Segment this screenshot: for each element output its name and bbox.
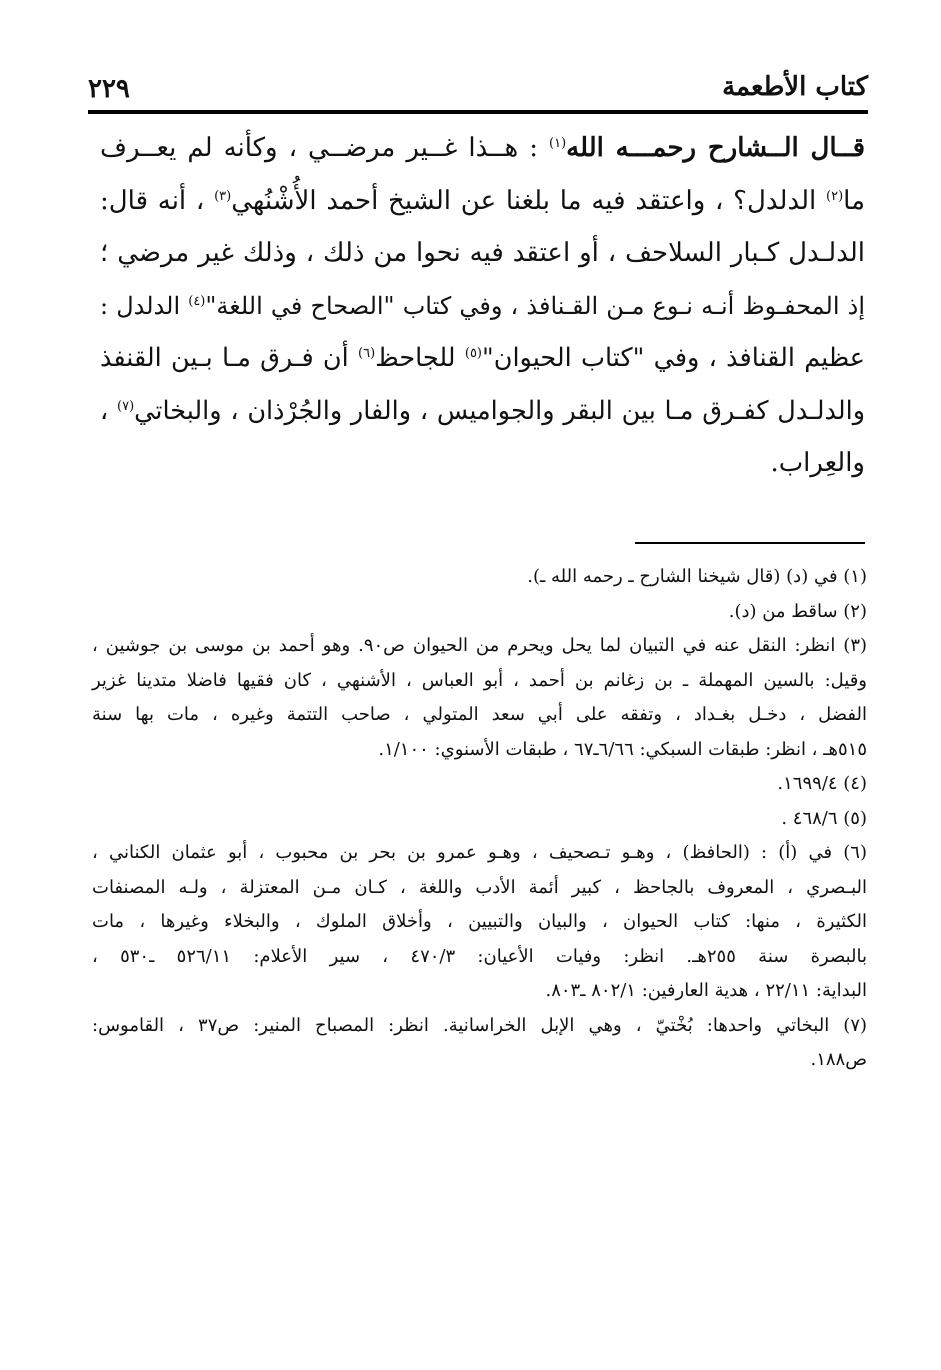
footnote-4: (٤) ١٦٩٩/٤. <box>777 773 867 794</box>
text-span: ما <box>843 185 865 216</box>
running-title: كتاب الأطعمة <box>722 72 868 102</box>
footnote-5: (٥) ٤٦٨/٦ . <box>781 807 867 829</box>
main-line-6 <box>100 385 865 438</box>
footnote-7-line-1: (٧) البخاتي واحدها: بُخْتيّ ، وهي الإبل الخراسانية. انظر: المصباح المنير: ص٣٧ ، القاموس: <box>92 1014 868 1036</box>
page-number: ٢٢٩ <box>88 74 130 104</box>
main-line-4 <box>100 280 865 333</box>
footnote-ref: (١) <box>549 136 567 151</box>
text-span: أن فـرق مـا بـين القنفذ <box>100 343 349 373</box>
text-span: : هــذا غــير مرضــي ، وكأنه لم يعــرف <box>100 133 538 163</box>
footnote-2: (٢) ساقط من (د). <box>728 600 867 622</box>
text-span: للجاحظ <box>375 343 456 373</box>
text-span: ، <box>100 395 109 426</box>
speaker-label: قــال الــشارح رحمـــه الله <box>566 133 866 163</box>
text-span: الدلدل؟ ، واعتقد فيه ما بلغنا عن الشيخ أحمد الأُشْنُهي <box>231 185 817 216</box>
footnote-6-line-5: البداية: ٢٢/١١ ، هدية العارفين: ٨٠٢/١ ـ٨٠٣. <box>545 980 867 1001</box>
footnote-7-line-2: ص١٨٨. <box>810 1049 867 1070</box>
footnote-ref: (٤) <box>188 293 206 309</box>
footnote-ref: (٢) <box>826 188 844 204</box>
footnote-6-line-1: (٦) في (أ) : (الحافظ) ، وهـو تـصحيف ، وهـو عمرو بن بحر بن محبوب ، أبو عثمان الكناني ، <box>92 842 867 863</box>
footnote-ref: (٣) <box>214 188 232 204</box>
footnote-3-line-1: (٣) انظر: النقل عنه في التبيان لما يحل ويحرم من الحيوان ص٩٠. وهو أحمد بن موسى بن جوشين ، <box>92 635 868 656</box>
footnote-ref: (٦) <box>358 346 376 361</box>
main-line-5 <box>100 332 865 385</box>
footnote-3-line-3: الفضل ، دخـل بغـداد ، وتفقه على أبي سعد المتولي ، صاحب التتمة وغيره ، مات بها سنة <box>92 704 867 725</box>
main-line-3: الدلـدل كـبار السلاحف ، أو اعتقد فيه نحوا من ذلك ، وذلك غير مرضي ؛ <box>100 238 865 268</box>
footnote-ref: (٧) <box>117 398 135 414</box>
text-span: ، أنه قال: <box>100 185 205 216</box>
main-line-1 <box>100 122 865 175</box>
text-span: الدلدل : <box>100 291 181 320</box>
footnote-6-line-3: الكثيرة ، منها: كتاب الحيوان ، والبيان والتبيين ، وأخلاق الملوك ، والبخلاء وغيرها ، مات <box>92 911 867 932</box>
page-header <box>88 70 868 106</box>
text-span: عظيم القنافذ ، وفي "كتاب الحيوان" <box>482 343 866 373</box>
header-rule <box>88 110 868 114</box>
footnote-3-line-4: ٥١٥هـ ، انظر: طبقات السبكي: ٦/٦٦ـ٦٧ ، طبقات الأسنوي: ١/١٠٠. <box>378 738 867 760</box>
text-span: إذ المحفـوظ أنـه نـوع مـن القـنافذ ، وفي كتاب "الصحاح في اللغة" <box>205 291 865 320</box>
footnote-separator <box>635 542 865 544</box>
main-line-7: والعِراب. <box>770 448 865 478</box>
footnote-6-line-4: بالبصرة سنة ٢٥٥هـ. انظر: وفيات الأعيان: ٤٧٠/٣ ، سير الأعلام: ٥٢٦/١١ ـ٥٣٠ ، <box>92 945 868 967</box>
footnote-3-line-2: وقيل: بالسين المهملة ـ بن زغانم بن أحمد ، أبو العباس ، الأشنهي ، كان فقيها فاضلا متدينا غزير <box>92 669 867 691</box>
main-line-2 <box>100 175 865 228</box>
main-text <box>100 122 865 490</box>
footnote-ref: (٥) <box>464 346 482 361</box>
footnotes <box>92 560 867 1078</box>
footnote-1: (١) في (د) (قال شيخنا الشارح ـ رحمه الله ـ). <box>527 566 867 587</box>
footnote-6-line-2: البـصري ، المعروف بالجاحظ ، كبير أئمة الأدب واللغة ، كـان مـن المعتزلة ، ولـه المصنفات <box>92 876 867 898</box>
text-span: والدلـدل كفـرق مـا بين البقر والجواميس ، والفار والجُرْذان ، والبخاتي <box>134 395 866 426</box>
